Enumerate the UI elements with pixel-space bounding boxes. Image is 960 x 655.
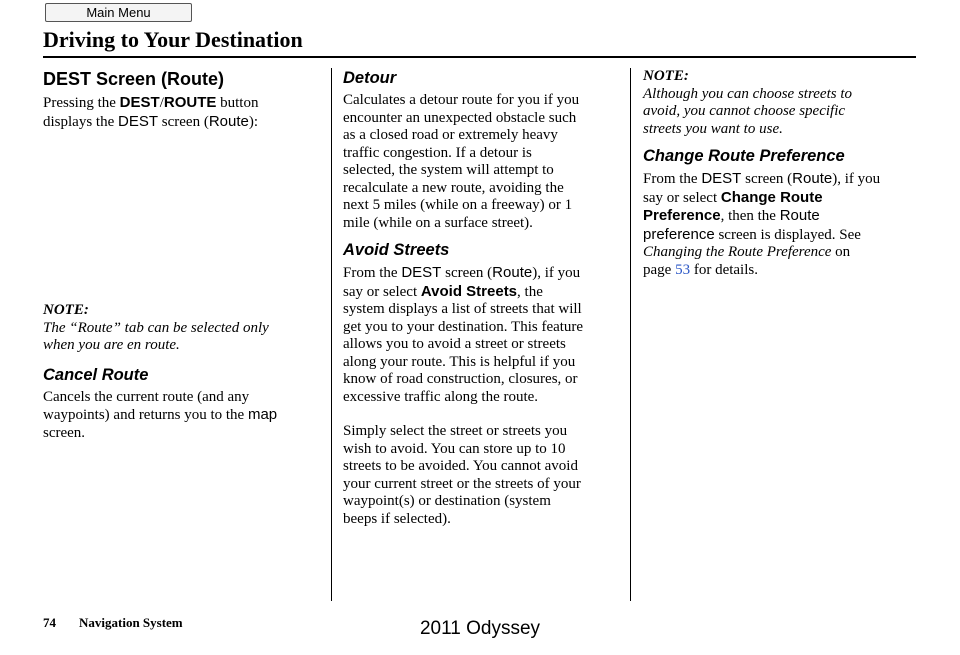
header-rule bbox=[43, 56, 916, 58]
column-1 bbox=[43, 68, 323, 442]
note-label: NOTE: bbox=[43, 302, 89, 318]
main-menu-button[interactable]: Main Menu bbox=[45, 3, 192, 22]
page-title: Driving to Your Destination bbox=[43, 27, 303, 52]
column-2 bbox=[343, 68, 623, 528]
detour-heading: Detour bbox=[343, 69, 397, 87]
page-53-link[interactable]: 53 bbox=[675, 261, 691, 278]
avoid-streets-text: From the DEST screen (Route), if you say or select Avoid Streets, the system displays a list of streets that will get you to your destination. This feature allows you to avoid a street or streets along your route. This is helpful if you know of road construction, closures, or excessive traffic along the route. bbox=[343, 264, 584, 405]
note-text: The “Route” tab can be selected only when you are en route. bbox=[43, 319, 269, 353]
column-3 bbox=[643, 68, 923, 279]
cancel-route-heading: Cancel Route bbox=[43, 365, 149, 384]
note-label-2: NOTE: bbox=[643, 68, 689, 84]
screen-image-area bbox=[43, 131, 323, 302]
column-divider-1 bbox=[331, 68, 332, 601]
cancel-route-text: Cancels the current route (and any waypoints) and returns you to the map screen. bbox=[43, 388, 278, 441]
change-route-preference-text: From the DEST screen (Route), if you say or select Change Route Preference, then the Route preference screen is displayed. See Changing the Route Preference on page 53 for details. bbox=[643, 170, 881, 278]
page-number: 74 bbox=[43, 615, 56, 630]
watermark: 2011 Odyssey bbox=[419, 618, 541, 639]
intro-paragraph: Pressing the DEST/ROUTE button displays the DEST screen (Route): bbox=[43, 94, 259, 130]
dest-screen-route-heading: DEST Screen (Route) bbox=[43, 69, 225, 89]
detour-text: Calculates a detour route for you if you encounter an unexpected obstacle such as a closed road or extremely heavy traffic congestion. If a detour is selected, the system will attempt to recalculate a new route, avoiding the next 5 miles (while on a freeway) or 1 mile (while on a surface street). bbox=[343, 92, 580, 231]
change-route-preference-heading: Change Route Preference bbox=[643, 147, 845, 165]
footer-section-title: Navigation System bbox=[79, 615, 183, 630]
simply-select-text: Simply select the street or streets you wish to avoid. You can store up to 10 streets to be avoided. You cannot avoid your current street or the streets of your waypoint(s) or destination (system beeps if selected). bbox=[343, 423, 581, 527]
column-divider-2 bbox=[630, 68, 631, 601]
avoid-streets-heading: Avoid Streets bbox=[343, 241, 450, 259]
note-text-2: Although you can choose streets to avoid, you cannot choose specific streets you want to use. bbox=[643, 85, 852, 137]
